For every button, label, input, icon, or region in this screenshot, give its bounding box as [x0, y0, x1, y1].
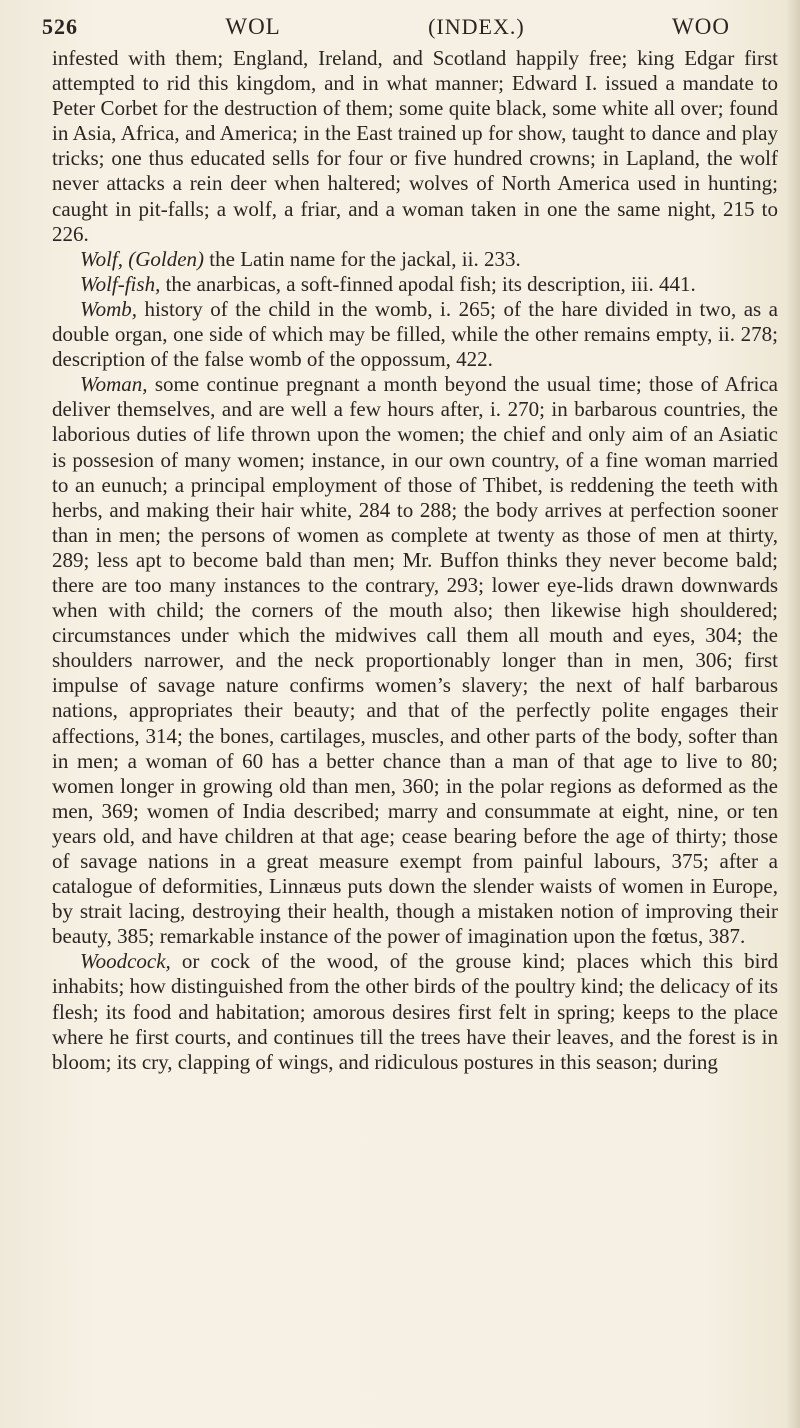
index-entry-woodcock: [52, 949, 778, 1074]
entry-term: Woodcock,: [80, 949, 171, 974]
entry-text: some continue pregnant a month beyond the usual time; those of Africa deliver themselves, and are well a few hours after, i. 270; in barbarous countries, the laborious duties of life thrown upon the women; the chief and only aim of an Asiatic is possesion of many women; instance, in our own country, of a fine woman married to an eunuch; a principal employment of those of Thibet, is reddening the teeth with herbs, and making their hair white, 284 to 288; the body arrives at perfection sooner than in men; the persons of women as complete at twenty as those of men at thirty, 289; less apt to become bald than men; Mr. Buffon thinks they never become bald; there are too many instances to the contrary, 293; lower eye-lids drawn downwards when with child; the corners of the mouth also; then likewise high shouldered; circumstances under which the midwives call them all mouth and eyes, 304; the shoulders narrower, and the neck proportionably longer than in men, 306; first impulse of savage nature confirms women’s slavery; the next of half barbarous nations, appropriates their beauty; and that of the perfectly polite engages their affections, 314; the bones, cartilages, muscles, and other parts of the body, softer than in men; a woman of 60 has a better chance than a man of that age to live to 80; women longer in growing old than men, 360; in the polar regions as deformed as the men, 369; women of India described; marry and consummate at eight, nine, or ten years old, and have children at that age; cease bearing before the age of thirty; those of savage nations in a great measure exempt from painful labours, 375; after a catalogue of deformities, Linnæus puts down the slender waists of women in Europe, by strait lacing, destroying their health, though a mistaken notion of improving their beauty, 385; remarkable instance of the power of imagination upon the fœtus, 387.: [52, 372, 778, 949]
index-entry-golden-wolf: [52, 247, 778, 272]
header-right-guide-word: WOO: [672, 14, 730, 39]
entry-text: history of the child in the womb, i. 265; of the hare divided in two, as a double organ, one side of which may be filled, while the other remains empty, ii. 278; description of the false womb of the oppossum, 422.: [52, 296, 778, 372]
page-number: 526: [42, 14, 78, 39]
entry-text: infested with them; England, Ireland, and Scotland happily free; king Edgar first attempted to rid this kingdom, and in what manner; Edward I. issued a mandate to Peter Corbet for the destruction of them; some quite black, some white all over; found in Asia, Africa, and America; in the East trained up for show, taught to dance and play tricks; one thus educated sells for four or five hundred crowns; in Lapland, the wolf never attacks a rein deer when haltered; wolves of North America used in hunting; caught in pit-falls; a wolf, a friar, and a woman taken in one the same night, 215 to 226.: [52, 46, 778, 246]
index-entry-woman: [52, 372, 778, 949]
index-entry-womb: [52, 297, 778, 372]
entry-text: the Latin name for the jackal, ii. 233.: [204, 246, 521, 271]
entry-term: Wolf-fish,: [80, 271, 161, 296]
entry-term: Womb,: [80, 296, 137, 321]
index-entry-wolf-continued: [52, 46, 778, 247]
header-center-title: (INDEX.): [428, 14, 525, 39]
entry-text: the anarbicas, a soft-finned apodal fish; its description, iii. 441.: [160, 271, 696, 296]
index-entry-wolf-fish: [52, 272, 778, 297]
index-body: [52, 46, 778, 1075]
running-header: [42, 14, 778, 40]
header-left-guide-word: WOL: [225, 14, 281, 39]
entry-term: Wolf, (Golden): [80, 246, 205, 271]
entry-text: or cock of the wood, of the grouse kind; places which this bird inhabits; how distinguished from the other birds of the poultry kind; the delicacy of its flesh; its food and habitation; amorous desires first felt in spring; keeps to the place where he first courts, and continues till the trees have their leaves, and the forest is in bloom; its cry, clapping of wings, and ridiculous postures in this season; during: [52, 949, 778, 1074]
entry-term: Woman,: [80, 372, 148, 397]
